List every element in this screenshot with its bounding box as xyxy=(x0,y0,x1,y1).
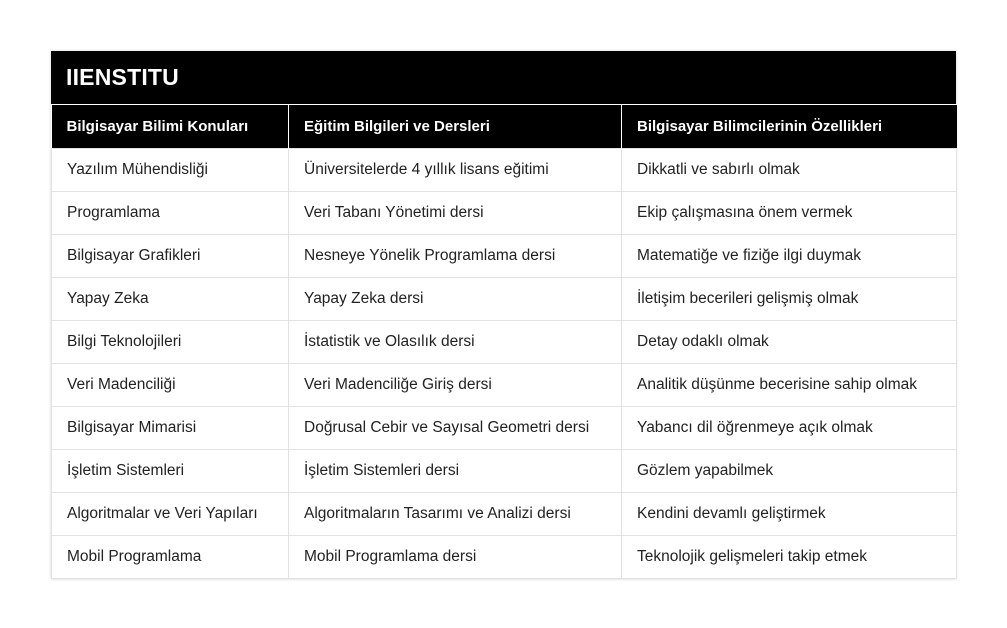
table-cell: Yazılım Mühendisliği xyxy=(52,149,289,192)
table-cell: Yapay Zeka xyxy=(52,278,289,321)
table-cell: Bilgisayar Grafikleri xyxy=(52,235,289,278)
table-row xyxy=(52,364,957,407)
table-cell: Gözlem yapabilmek xyxy=(622,450,957,493)
table-cell: İşletim Sistemleri dersi xyxy=(289,450,622,493)
table-cell: Yapay Zeka dersi xyxy=(289,278,622,321)
table-cell: Kendini devamlı geliştirmek xyxy=(622,493,957,536)
table-cell: İstatistik ve Olasılık dersi xyxy=(289,321,622,364)
table-cell: Analitik düşünme becerisine sahip olmak xyxy=(622,364,957,407)
table-cell: Yabancı dil öğrenmeye açık olmak xyxy=(622,407,957,450)
table-body xyxy=(52,149,957,579)
table-row xyxy=(52,278,957,321)
column-header: Bilgisayar Bilimcilerinin Özellikleri xyxy=(622,105,957,149)
column-header: Bilgisayar Bilimi Konuları xyxy=(52,105,289,149)
table-cell: Mobil Programlama xyxy=(52,536,289,579)
table-cell: Doğrusal Cebir ve Sayısal Geometri dersi xyxy=(289,407,622,450)
table-row xyxy=(52,192,957,235)
table-cell: Üniversitelerde 4 yıllık lisans eğitimi xyxy=(289,149,622,192)
table-cell: Dikkatli ve sabırlı olmak xyxy=(622,149,957,192)
table-cell: Nesneye Yönelik Programlama dersi xyxy=(289,235,622,278)
table-cell: İletişim becerileri gelişmiş olmak xyxy=(622,278,957,321)
table-row xyxy=(52,149,957,192)
table-cell: Veri Madenciliği xyxy=(52,364,289,407)
table-cell: İşletim Sistemleri xyxy=(52,450,289,493)
table-title: IIENSTITU xyxy=(51,51,956,104)
table-cell: Algoritmaların Tasarımı ve Analizi dersi xyxy=(289,493,622,536)
table-cell: Mobil Programlama dersi xyxy=(289,536,622,579)
table-cell: Bilgisayar Mimarisi xyxy=(52,407,289,450)
table-card xyxy=(51,51,956,579)
table-cell: Matematiğe ve fiziğe ilgi duymak xyxy=(622,235,957,278)
column-header: Eğitim Bilgileri ve Dersleri xyxy=(289,105,622,149)
data-table xyxy=(51,104,957,579)
table-cell: Bilgi Teknolojileri xyxy=(52,321,289,364)
table-cell: Teknolojik gelişmeleri takip etmek xyxy=(622,536,957,579)
table-row xyxy=(52,536,957,579)
table-cell: Veri Tabanı Yönetimi dersi xyxy=(289,192,622,235)
table-cell: Algoritmalar ve Veri Yapıları xyxy=(52,493,289,536)
table-cell: Detay odaklı olmak xyxy=(622,321,957,364)
table-row xyxy=(52,235,957,278)
table-cell: Ekip çalışmasına önem vermek xyxy=(622,192,957,235)
table-cell: Veri Madenciliğe Giriş dersi xyxy=(289,364,622,407)
table-row xyxy=(52,321,957,364)
table-row xyxy=(52,450,957,493)
table-row xyxy=(52,493,957,536)
header-row xyxy=(52,105,957,149)
table-cell: Programlama xyxy=(52,192,289,235)
table-row xyxy=(52,407,957,450)
